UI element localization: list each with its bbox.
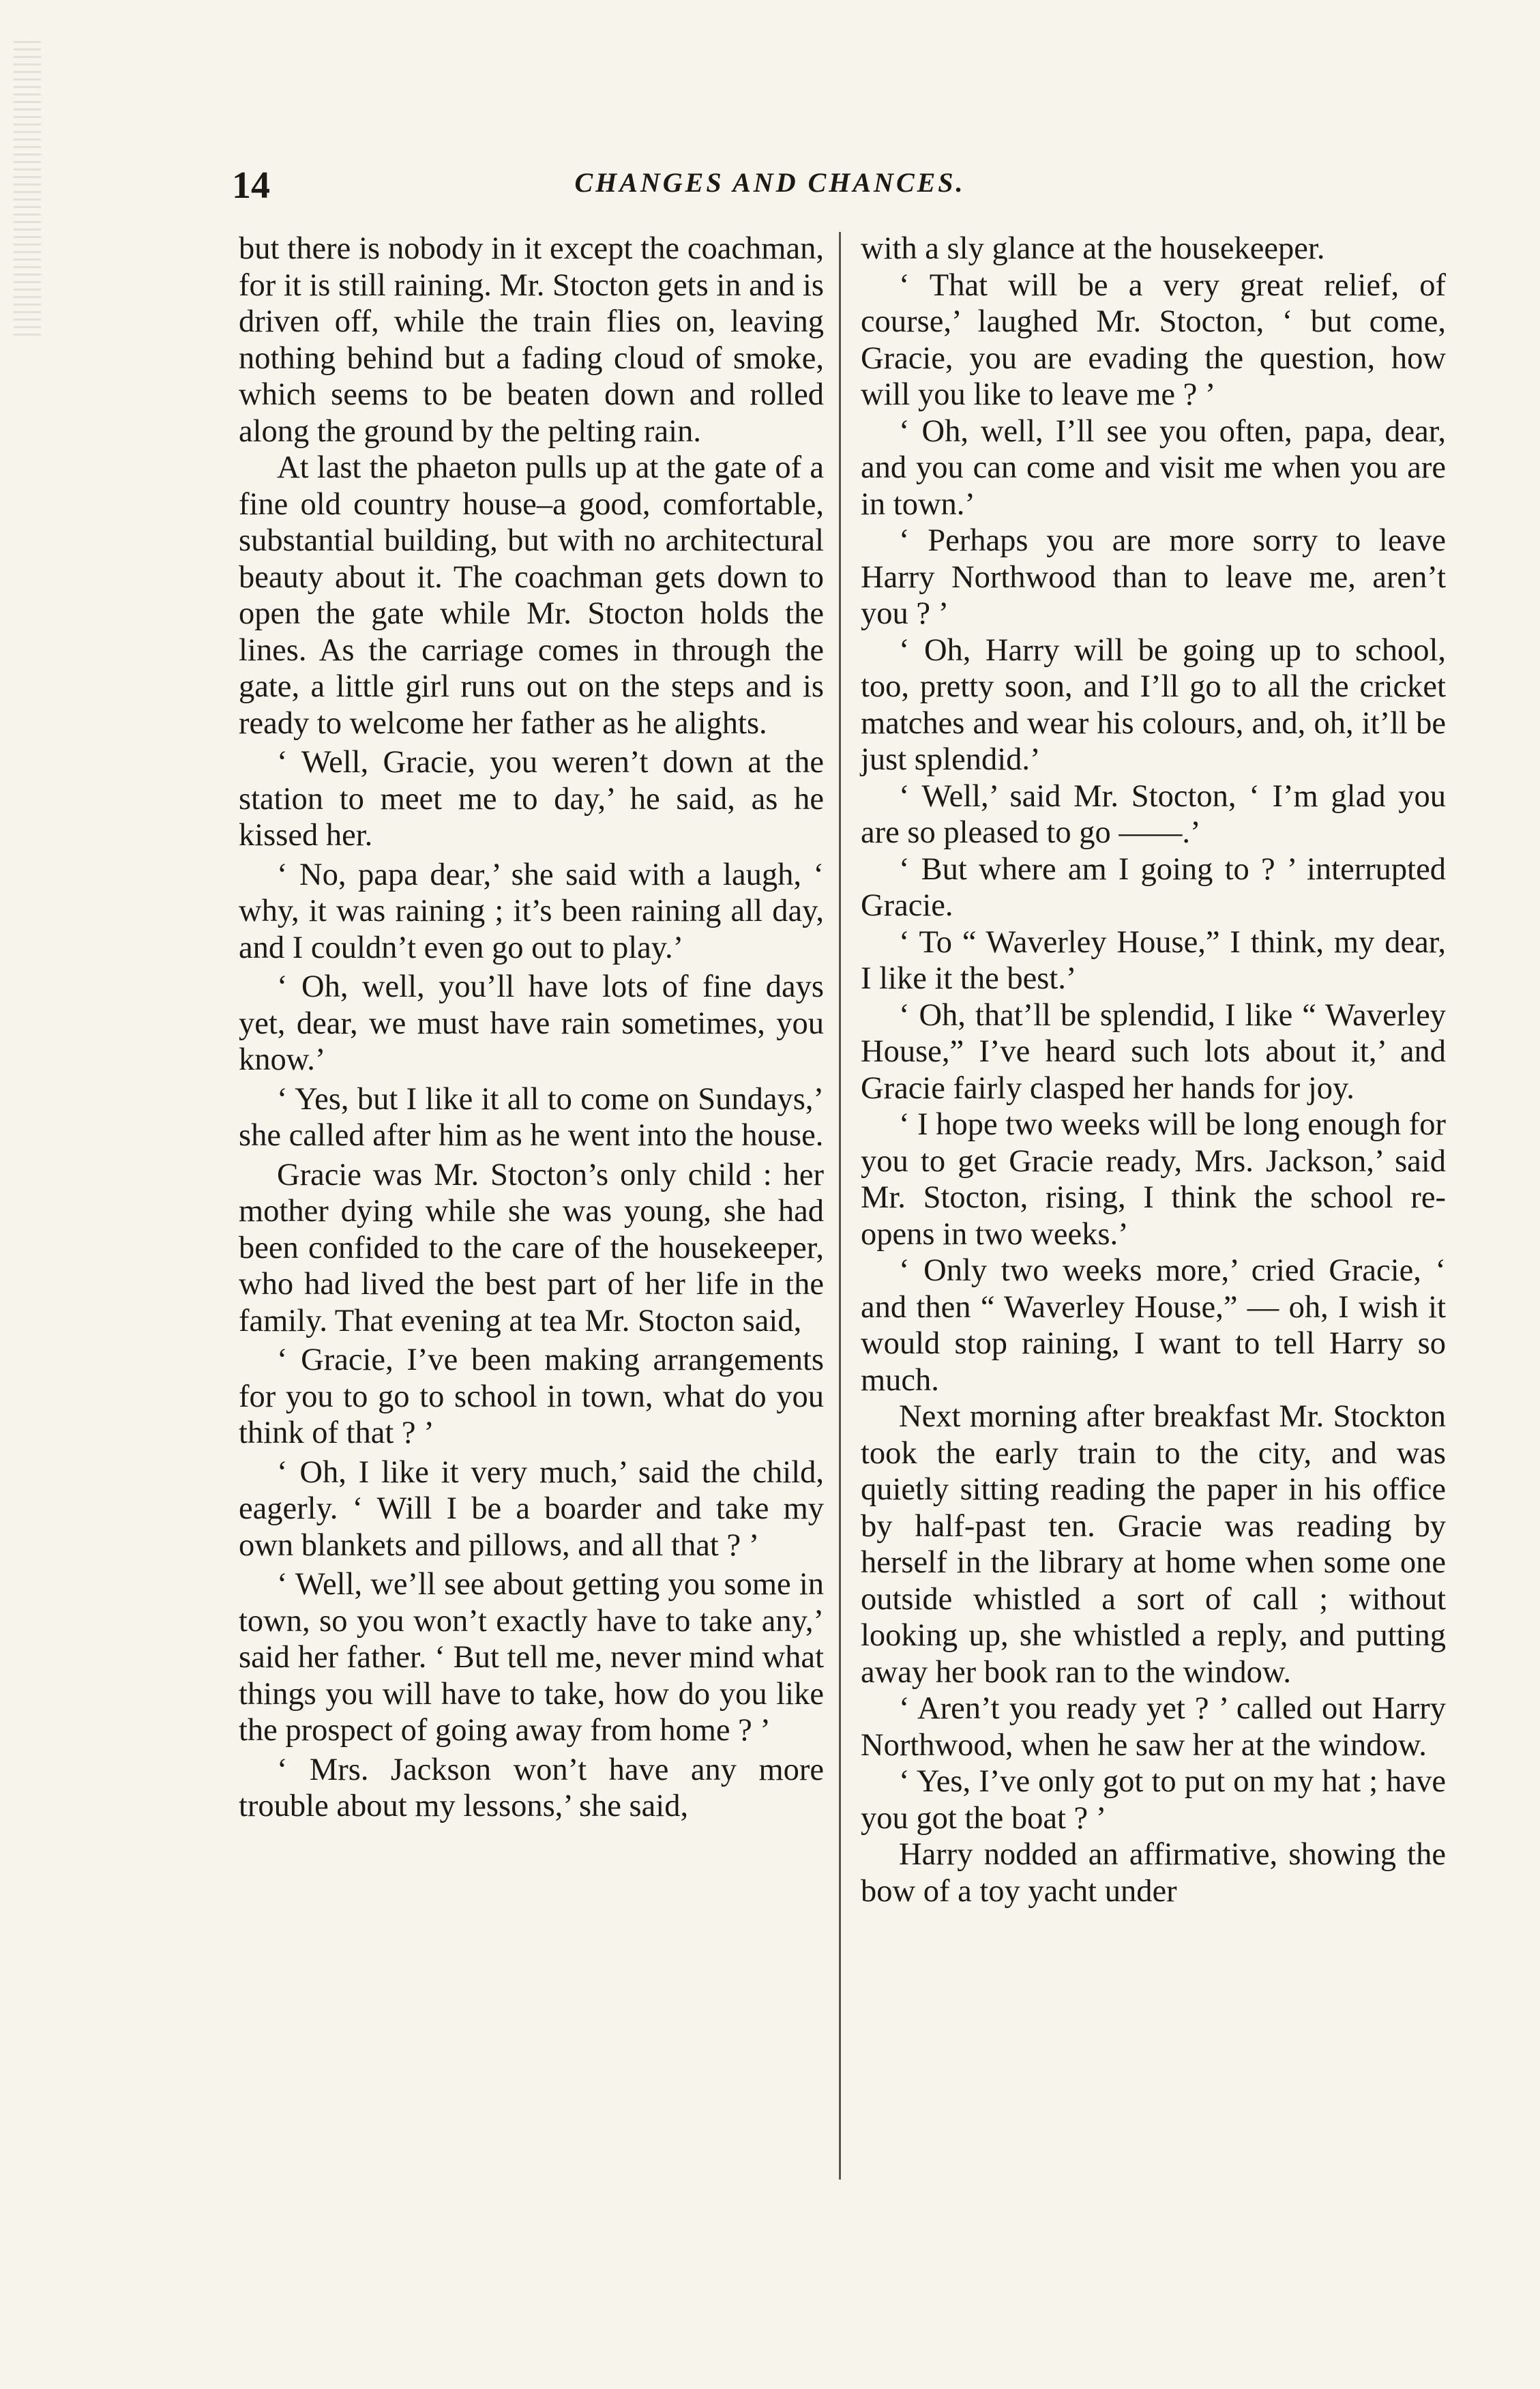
paragraph: ‘ But where am I going to ? ’ interrupted Gracie. xyxy=(861,851,1446,923)
paragraph: ‘ Well, Gracie, you weren’t down at the station to meet me to day,’ he said, as he kissed her. xyxy=(239,745,824,853)
paragraph: At last the phaeton pulls up at the gate of a fine old country house–a good, comfortable, substantial building, but with no architectural beauty about it. The coachman gets down to open the gate while Mr. Stocton holds the lines. As the carriage comes in through the gate, a little girl runs out on the steps and is ready to welcome her father as he alights. xyxy=(239,450,824,741)
paragraph: ‘ That will be a very great relief, of course,’ laughed Mr. Stocton, ‘ but come, Gracie, you are evading the question, how will you like to leave me ? ’ xyxy=(861,267,1446,412)
paragraph: ‘ No, papa dear,’ she said with a laugh, ‘ why, it was raining ; it’s been raining all day, and I couldn’t even go out to play.’ xyxy=(239,857,824,965)
paragraph: ‘ Well,’ said Mr. Stocton, ‘ I’m glad you are so pleased to go ——.’ xyxy=(861,778,1446,850)
paragraph: ‘ Oh, well, I’ll see you often, papa, dear, and you can come and visit me when you are in town.’ xyxy=(861,413,1446,522)
right-column xyxy=(861,231,1446,1909)
column-divider-end xyxy=(839,2149,841,2180)
paragraph: ‘ Mrs. Jackson won’t have any more trouble about my lessons,’ she said, xyxy=(239,1752,824,1823)
paragraph: ‘ Yes, I’ve only got to put on my hat ; have you got the boat ? ’ xyxy=(861,1764,1446,1836)
page-number: 14 xyxy=(232,164,270,207)
left-column xyxy=(239,231,824,1825)
paragraph: ‘ Perhaps you are more sorry to leave Harry Northwood than to leave me, aren’t you ? ’ xyxy=(861,523,1446,631)
paragraph: but there is nobody in it except the coachman, for it is still raining. Mr. Stocton gets in and is driven off, while the train flies on, leaving nothing behind but a fading cloud of smoke, which seems to be beaten down and rolled along the ground by the pelting rain. xyxy=(239,231,824,449)
paragraph: Harry nodded an affirmative, showing the bow of a toy yacht under xyxy=(861,1837,1446,1909)
running-title: CHANGES AND CHANCES. xyxy=(574,167,966,198)
paragraph: ‘ To “ Waverley House,” I think, my dear, I like it the best.’ xyxy=(861,924,1446,996)
paragraph: ‘ Oh, that’ll be splendid, I like “ Waverley House,” I’ve heard such lots about it,’ and Gracie fairly clasped her hands for joy. xyxy=(861,997,1446,1106)
paragraph: ‘ Gracie, I’ve been making arrangements for you to go to school in town, what do you think of that ? ’ xyxy=(239,1343,824,1450)
paragraph: ‘ I hope two weeks will be long enough for you to get Gracie ready, Mrs. Jackson,’ said Mr. Stocton, rising, I think the school re-opens in two weeks.’ xyxy=(861,1107,1446,1252)
paragraph: ‘ Aren’t you ready yet ? ’ called out Harry Northwood, when he saw her at the window. xyxy=(861,1691,1446,1763)
paragraph: ‘ Only two weeks more,’ cried Gracie, ‘ and then “ Waverley House,” — oh, I wish it would stop raining, I want to tell Harry so much. xyxy=(861,1253,1446,1398)
paragraph: ‘ Yes, but I like it all to come on Sundays,’ she called after him as he went into the house. xyxy=(239,1081,824,1153)
paragraph: with a sly glance at the housekeeper. xyxy=(861,231,1325,266)
paragraph: ‘ Well, we’ll see about getting you some in town, so you won’t exactly have to take any,’ said her father. ‘ But tell me, never mind what things you will have to take, how do you like the prospect of going away from home ? ’ xyxy=(239,1567,824,1748)
paragraph: Next morning after breakfast Mr. Stockton took the early train to the city, and was quietly sitting reading the paper in his office by half-past ten. Gracie was reading by herself in the library at home when some one outside whistled a sort of call ; without looking up, she whistled a reply, and putting away her book ran to the window. xyxy=(861,1399,1446,1690)
paragraph: ‘ Oh, Harry will be going up to school, too, pretty soon, and I’ll go to all the cricket matches and wear his colours, and, oh, it’ll be just splendid.’ xyxy=(861,632,1446,777)
paragraph: ‘ Oh, I like it very much,’ said the child, eagerly. ‘ Will I be a boarder and take my own blankets and pillows, and all that ? ’ xyxy=(239,1454,824,1563)
column-divider xyxy=(839,232,841,2176)
paragraph: ‘ Oh, well, you’ll have lots of fine days yet, dear, we must have rain sometimes, you know.’ xyxy=(239,969,824,1077)
paragraph: Gracie was Mr. Stocton’s only child : her mother dying while she was young, she had been confided to the care of the housekeeper, who had lived the best part of her life in the family. That evening at tea Mr. Stocton said, xyxy=(239,1157,824,1338)
